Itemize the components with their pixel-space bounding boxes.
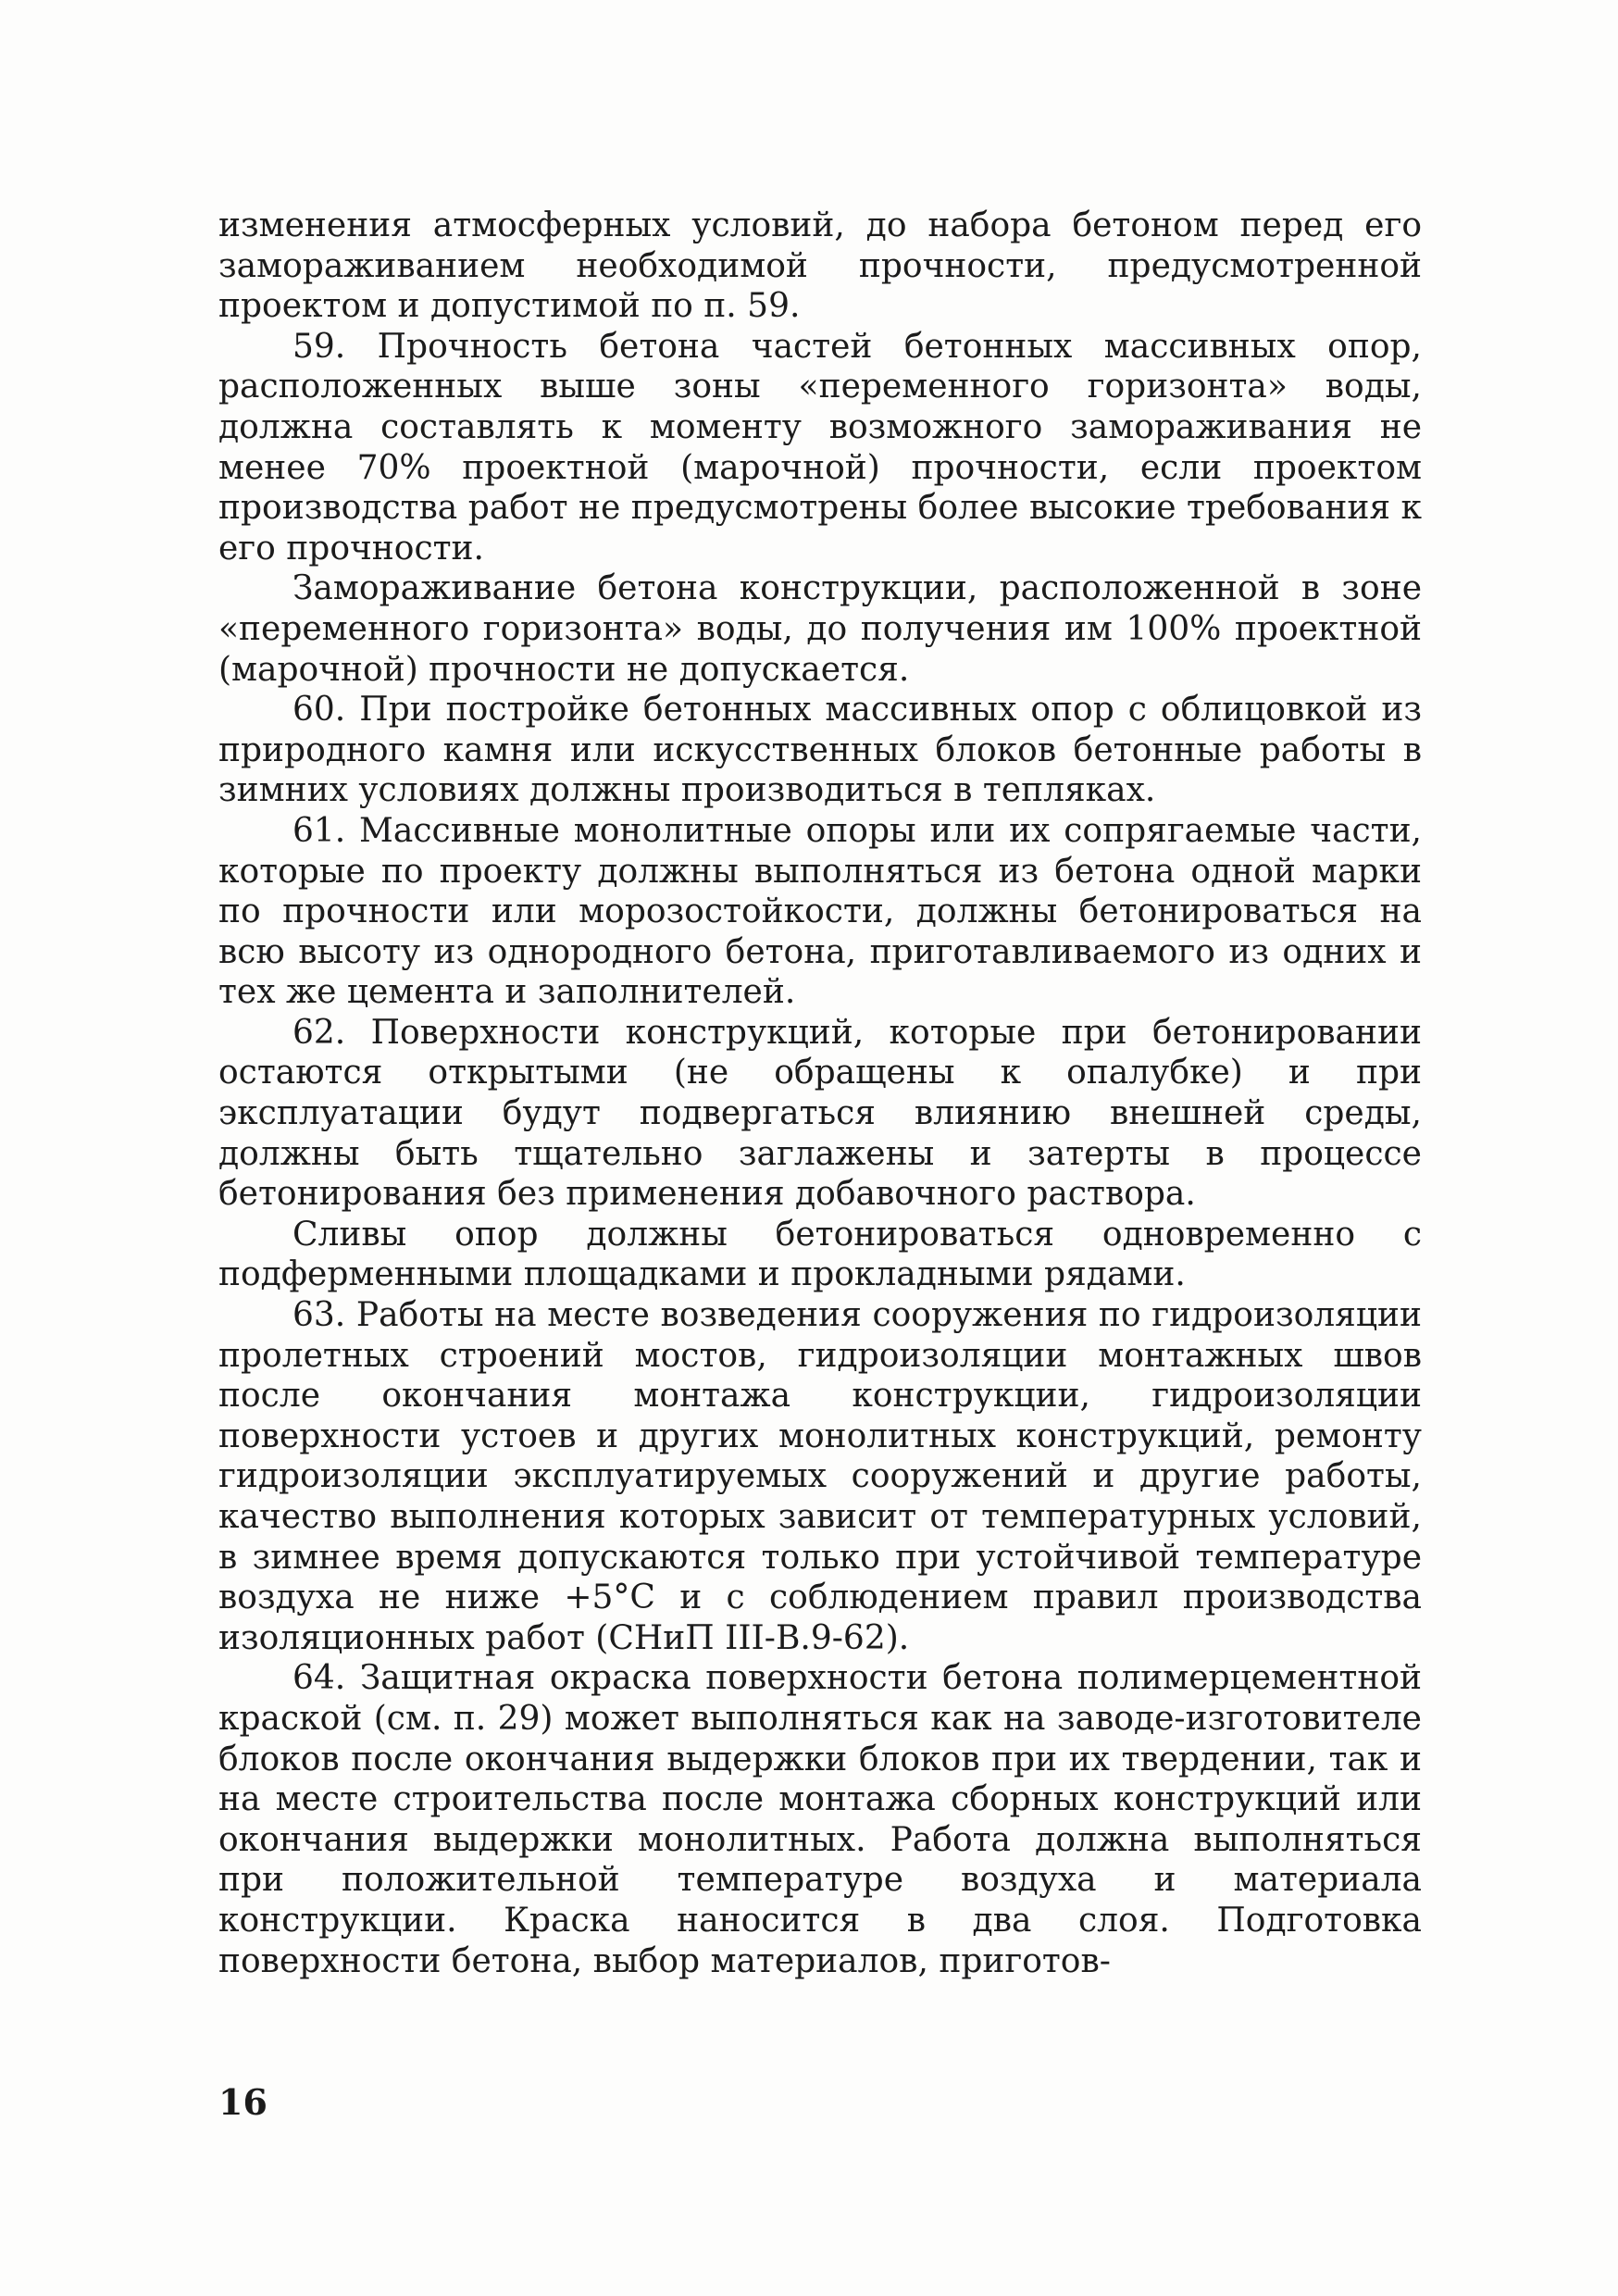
paragraph-62-slivy: Сливы опор должны бетонироваться одновременно с подферменными площадками и прокладными рядами. — [218, 1215, 1422, 1294]
page-number: 16 — [218, 2081, 268, 2123]
paragraph-64: 64. Защитная окраска поверхности бетона полимерцементной краской (см. п. 29) может выполняться как на заводе-изготовителе блоков после окончания выдержки блоков при их твердении, так и на месте строительства после монтажа сборных конструкций или окончания выдержки монолитных. Работа должна выполняться при положительной температуре воздуха и материала конструкции. Краска наносится в два слоя. Подготовка поверхности бетона, выбор материалов, приготов- — [218, 1659, 1422, 1980]
paragraph-60: 60. При постройке бетонных массивных опор с облицовкой из природного камня или искусственных блоков бетонные работы в зимних условиях должны производиться в тепляках. — [218, 691, 1422, 810]
paragraph-63: 63. Работы на месте возведения сооружения по гидроизоляции пролетных строений мостов, гидроизоляции монтажных швов после окончания монтажа конструкции, гидроизоляции поверхности устоев и других монолитных конструкций, ремонту гидроизоляции эксплуатируемых сооружений и другие работы, качество выполнения которых зависит от температурных условий, в зимнее время допускаются только при устойчивой температуре воздуха не ниже +5°C и с соблюдением правил производства изоляционных работ (СНиП III-В.9-62). — [218, 1296, 1422, 1657]
paragraph-continuation: изменения атмосферных условий, до набора бетоном перед его замораживанием необходимой прочности, предусмотренной проектом и допустимой по п. 59. — [218, 206, 1422, 326]
body-text — [218, 206, 1422, 1981]
paragraph-62: 62. Поверхности конструкций, которые при бетонировании остаются открытыми (не обращены к опалубке) и при эксплуатации будут подвергаться влиянию внешней среды, должны быть тщательно заглажены и затерты в процессе бетонирования без применения добавочного раствора. — [218, 1013, 1422, 1214]
paragraph-59: 59. Прочность бетона частей бетонных массивных опор, расположенных выше зоны «переменного горизонта» воды, должна составлять к моменту возможного замораживания не менее 70% проектной (марочной) прочности, если проектом производства работ не предусмотрены более высокие требования к его прочности. — [218, 327, 1422, 568]
paragraph-59-freezing: Замораживание бетона конструкции, расположенной в зоне «переменного горизонта» воды, до получения им 100% проектной (марочной) прочности не допускается. — [218, 569, 1422, 689]
paragraph-61: 61. Массивные монолитные опоры или их сопрягаемые части, которые по проекту должны выполняться из бетона одной марки по прочности или морозостойкости, должны бетонироваться на всю высоту из однородного бетона, приготавливаемого из одних и тех же цемента и заполнителей. — [218, 811, 1422, 1012]
